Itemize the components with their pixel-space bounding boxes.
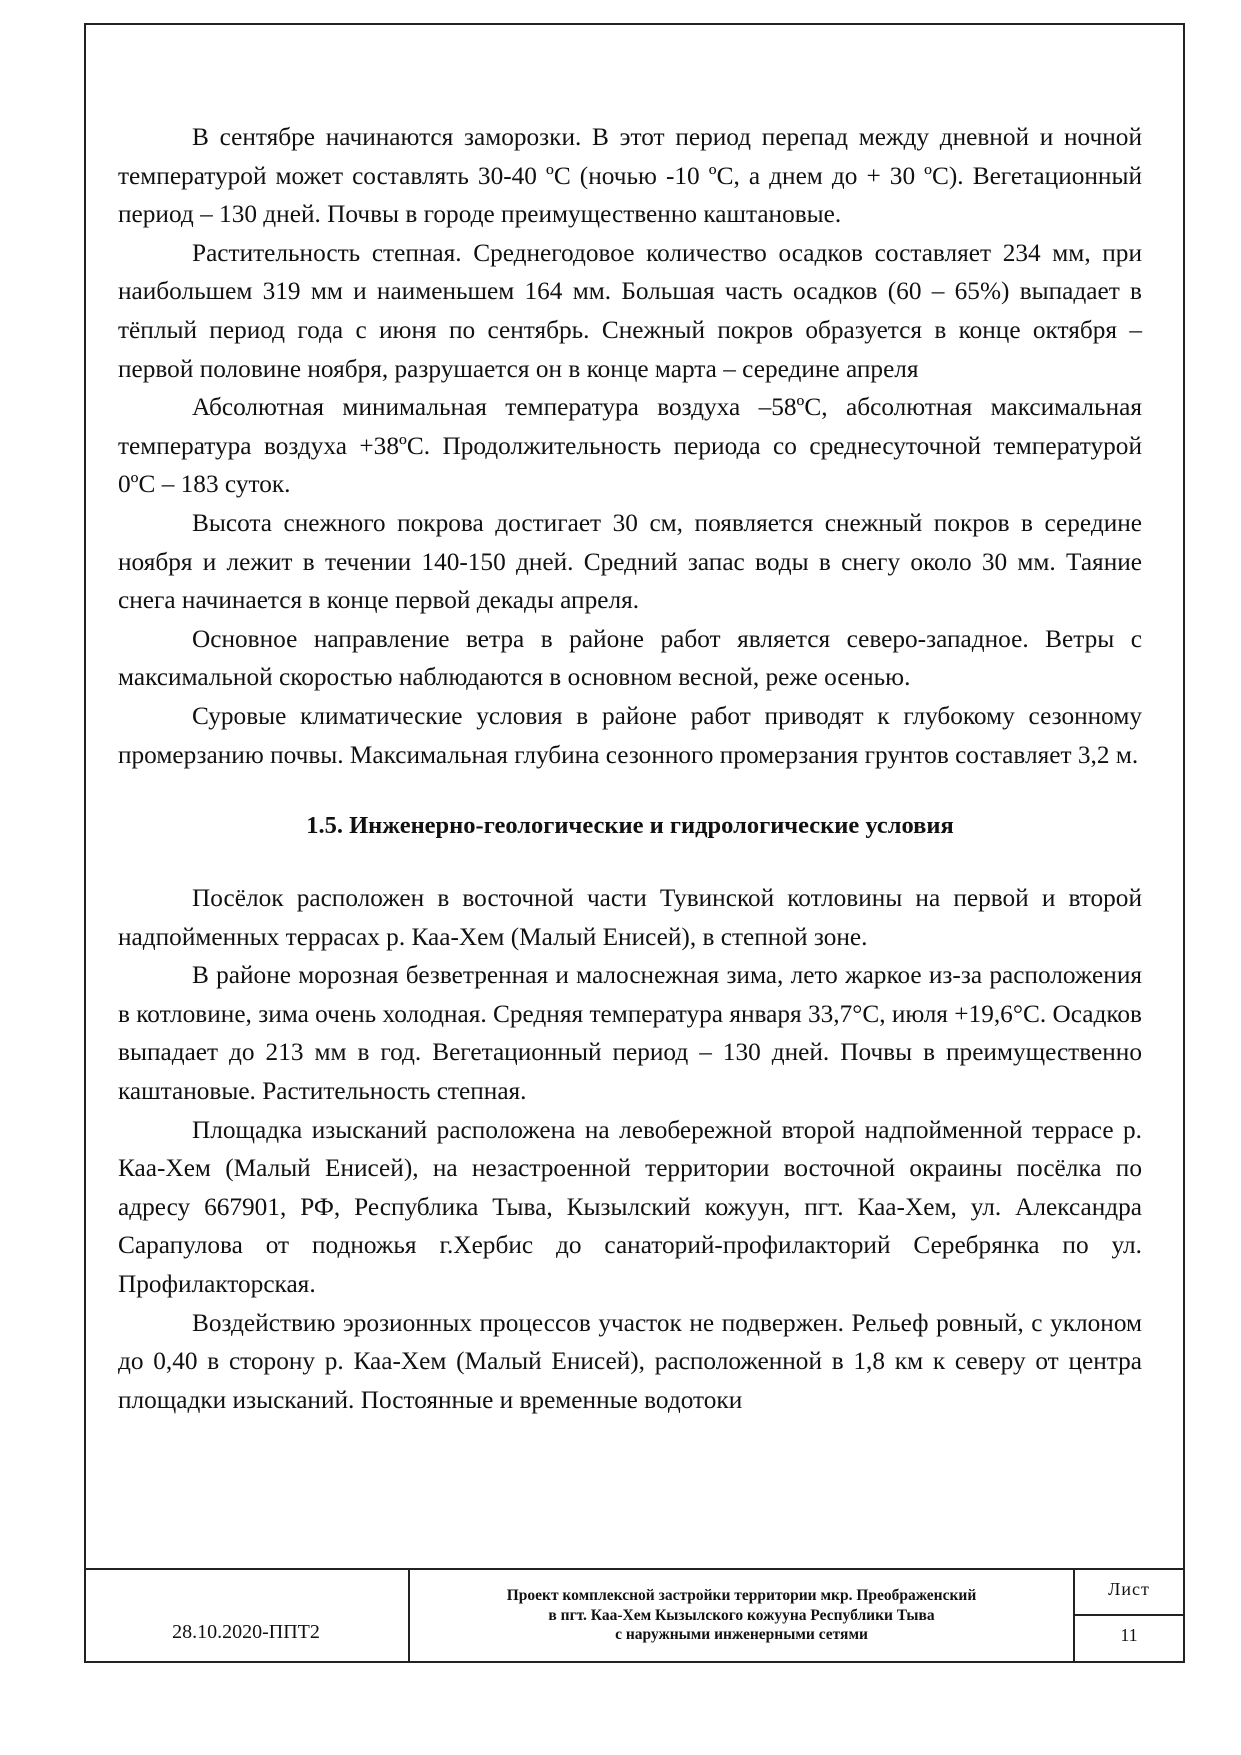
- paragraph-district-climate: В районе морозная безветренная и малоснежная зима, лето жаркое из-за расположения в котловине, зима очень холодная. Средняя температура января 33,7°С, июля +19,6°С. Осадков выпадает до 213 мм в год. Вегетационный период – 130 дней. Почвы в преимущественно каштановые. Растительность степная.: [118, 961, 1142, 1106]
- sheet-cell: [1075, 1570, 1183, 1663]
- title-block: [84, 1568, 1185, 1663]
- paragraph-survey-site: Площадка изысканий расположена на левобережной второй надпойменной террасе р. Каа-Хем (Малый Енисей), на незастроенной территории восточной окраины посёлка по адресу 667901, РФ, Республика Тыва, Кызылский кожуун, пгт. Каа-Хем, ул. Александра Сарапулова от подножья г.Хербис до санаторий-профилакторий Серебрянка по ул. Профилакторская.: [118, 1115, 1142, 1299]
- document-body: [118, 118, 1142, 1419]
- sheet-label: Лист: [1075, 1570, 1183, 1616]
- paragraph-absolute-temperatures: Абсолютная минимальная температура воздуха –58ºС, абсолютная максимальная температура воздуха +38ºС. Продолжительность периода со среднесуточной температурой 0ºС – 183 суток.: [118, 393, 1142, 499]
- paragraph-soil-freezing: Суровые климатические условия в районе работ приводят к глубокому сезонному промерзанию почвы. Максимальная глубина сезонного промерзания грунтов составляет 3,2 м.: [118, 701, 1142, 769]
- project-title-line: в пгт. Каа-Хем Кызылского кожууна Республики Тыва: [548, 1606, 935, 1624]
- paragraph-snow-cover: Высота снежного покрова достигает 30 см, появляется снежный покров в середине ноября и лежит в течении 140-150 дней. Средний запас воды в снегу около 30 мм. Таяние снега начинается в конце первой декады апреля.: [118, 508, 1142, 615]
- paragraph-frosts: В сентябре начинаются заморозки. В этот период перепад между дневной и ночной температурой может составлять 30-40 ºС (ночью -10 ºС, а днем до + 30 ºС). Вегетационный период – 130 дней. Почвы в городе преимущественно каштановые.: [118, 123, 1142, 229]
- document-code: 28.10.2020-ППТ2: [172, 1621, 320, 1643]
- document-code-cell: [84, 1570, 410, 1663]
- project-title-line: с наружными инженерными сетями: [615, 1626, 868, 1643]
- section-heading: 1.5. Инженерно-геологические и гидрологические условия: [306, 812, 954, 840]
- paragraph-erosion-relief: Воздействию эрозионных процессов участок не подвержен. Рельеф ровный, с уклоном до 0,40 в сторону р. Каа-Хем (Малый Енисей), расположенной в 1,8 км к северу от центра площадки изысканий. Постоянные и временные водотоки: [118, 1308, 1142, 1414]
- paragraph-vegetation-precipitation: Растительность степная. Среднегодовое количество осадков составляет 234 мм, при наибольшем 319 мм и наименьшем 164 мм. Большая часть осадков (60 – 65%) выпадает в тёплый период года с июня по сентябрь. Снежный покров образуется в конце октября – первой половине ноября, разрушается он в конце марта – середине апреля: [118, 238, 1142, 383]
- project-title-line: Проект комплексной застройки территории мкр. Преображенский: [506, 1587, 977, 1604]
- paragraph-settlement-location: Посёлок расположен в восточной части Тувинской котловины на первой и второй надпойменных террасах р. Каа-Хем (Малый Енисей), в степной зоне.: [118, 884, 1142, 951]
- paragraph-wind-direction: Основное направление ветра в районе работ является северо-западное. Ветры с максимальной скоростью наблюдаются в основном весной, реже осенью.: [118, 624, 1142, 692]
- project-title-cell: [410, 1570, 1075, 1663]
- sheet-number: 11: [1120, 1625, 1138, 1645]
